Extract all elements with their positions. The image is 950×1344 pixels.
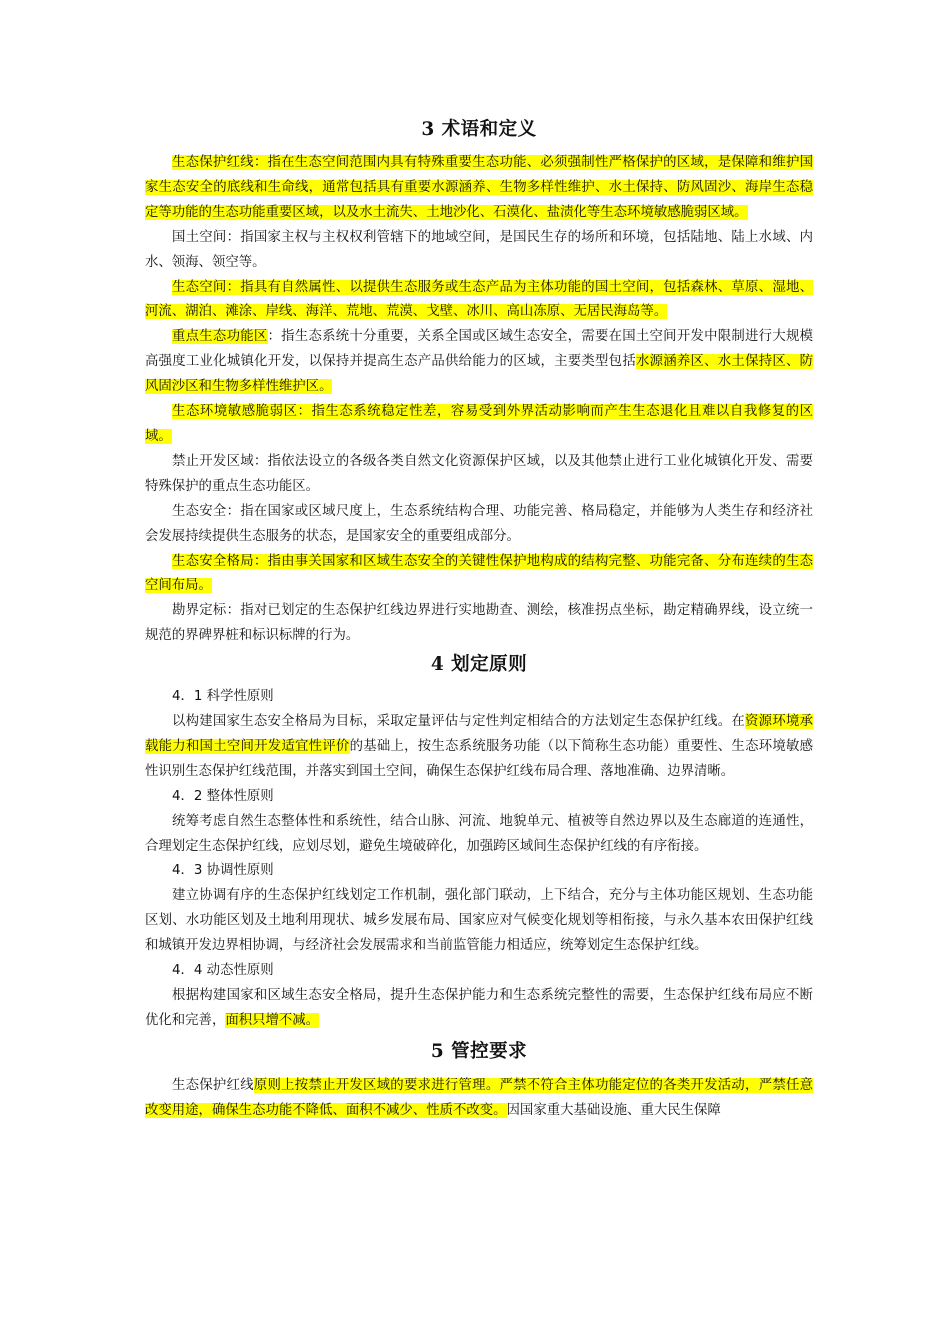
subsection-heading: 4．4 动态性原则 — [172, 963, 274, 979]
term-ecological-security: 生态安全：指在国家或区域尺度上，生态系统结构合理、功能完善、格局稳定，并能够为人类生存和经济社会发展持续提供生态服务的状态，是国家安全的重要组成部分。 — [145, 503, 813, 544]
principle-coordination: 建立协调有序的生态保护红线划定工作机制，强化部门联动，上下结合，充分与主体功能区规划、生态功能区划、水功能区划及土地利用现状、城乡发展布局、国家应对气候变化规划等相衔接，与永久基本农田保护红线和城镇开发边界相协调，与经济社会发展需求和当前监管能力相适应，统筹划定生态保护红线。 — [145, 888, 813, 954]
subsection-heading: 4．2 整体性原则 — [172, 788, 274, 804]
highlighted-text: 生态保护红线：指在生态空间范围内具有特殊重要生态功能、必须强制性严格保护的区域，是保障和维护国家生态安全的底线和生命线，通常包括具有重要水源涵养、生物多样性维护、水土保持、防风固沙、海岸生态稳定等功能的生态功能重要区域，以及水土流失、土地沙化、石漠化、盐渍化等生态环境敏感脆弱区域。 — [145, 155, 813, 220]
term-boundary-survey: 勘界定标：指对已划定的生态保护红线边界进行实地勘查、测绘，核准拐点坐标，勘定精确界线，设立统一规范的界碑界桩和标识标牌的行为。 — [145, 603, 813, 644]
term-key-ecological-zone — [145, 325, 813, 400]
highlighted-text: 重点生态功能区 — [172, 329, 268, 345]
term-prohibited-development-area: 禁止开发区域：指依法设立的各级各类自然文化资源保护区域，以及其他禁止进行工业化城镇化开发、需要特殊保护的重点生态功能区。 — [145, 453, 813, 494]
highlighted-text: 生态环境敏感脆弱区：指生态系统稳定性差，容易受到外界活动影响而产生生态退化且难以自我修复的区域。 — [145, 404, 813, 444]
principle-dynamic — [145, 984, 813, 1034]
subsection-heading: 4．3 协调性原则 — [172, 863, 274, 879]
highlighted-text: 严禁不符合主体功能定位的各类开发活动，严禁任意改变用途，确保生态功能不降低、面积不减少、性质不改变。 — [145, 1077, 814, 1118]
control-requirements-paragraph — [145, 1074, 813, 1124]
highlighted-text: 水源涵养区、水土保持区、防风固沙区和生物多样性维护区。 — [145, 354, 814, 395]
term-ecological-space — [145, 276, 813, 326]
body-text: 以构建国家生态安全格局为目标，采取定量评估与定性判定相结合的方法划定生态保护红线。在 — [172, 714, 746, 730]
term-body: ：指生态系统十分重要，关系全国或区域生态安全，需要在国土空间开发中限制进行大规模高强度工业化城镇化开发，以保持并提高生态产品供给能力的区域，主要类型包括 — [145, 329, 814, 370]
section-3-title: 3 术语和定义 — [421, 119, 537, 140]
highlighted-text: 生态空间：指具有自然属性、以提供生态服务或生态产品为主体功能的国土空间，包括森林、草原、湿地、河流、湖泊、滩涂、岸线、海洋、荒地、荒漠、戈壁、冰川、高山冻原、无居民海岛等。 — [145, 279, 813, 320]
highlighted-text: 生态安全格局：指由事关国家和区域生态安全的关键性保护地构成的结构完整、功能完备、分布连续的生态空间布局。 — [145, 553, 813, 594]
body-text: 根据构建国家和区域生态安全格局，提升生态保护能力和生态系统完整性的需要，生态保护红线布局应不断优化和完善， — [145, 988, 813, 1028]
highlighted-text: 面积只增不减。 — [225, 1012, 320, 1028]
body-text: 的基础上，按生态系统服务功能（以下简称生态功能）重要性、生态环境敏感性识别生态保护红线范围，并落实到国土空间，确保生态保护红线布局合理、落地准确、边界清晰。 — [145, 738, 814, 779]
principle-integrity: 统筹考虑自然生态整体性和系统性，结合山脉、河流、地貌单元、植被等自然边界以及生态廊道的连通性，合理划定生态保护红线，应划尽划，避免生境破碎化，加强跨区域间生态保护红线的有序衔接。 — [145, 813, 813, 854]
section-5-title: 5 管控要求 — [430, 1040, 528, 1062]
document-page — [145, 118, 813, 1124]
body-text: 因国家重大基础设施、重大民生保障 — [506, 1102, 721, 1118]
highlighted-text: 资源环境承载能力和国土空间开发适宜性评价 — [145, 714, 813, 754]
term-ecological-redline — [145, 151, 813, 226]
term-ecological-security-pattern — [145, 550, 813, 600]
term-sensitive-fragile-area — [145, 400, 813, 450]
subsection-heading: 4．1 科学性原则 — [172, 689, 274, 705]
principle-scientific — [145, 710, 813, 785]
term-territorial-space: 国土空间：指国家主权与主权权利管辖下的地域空间，是国民生存的场所和环境，包括陆地、陆上水域、内水、领海、领空等。 — [145, 229, 813, 270]
highlighted-text: 原则上按禁止开发区域的要求进行管理。 — [253, 1077, 500, 1093]
section-4-title: 4 划定原则 — [430, 654, 528, 676]
body-text: 生态保护红线 — [172, 1077, 254, 1093]
